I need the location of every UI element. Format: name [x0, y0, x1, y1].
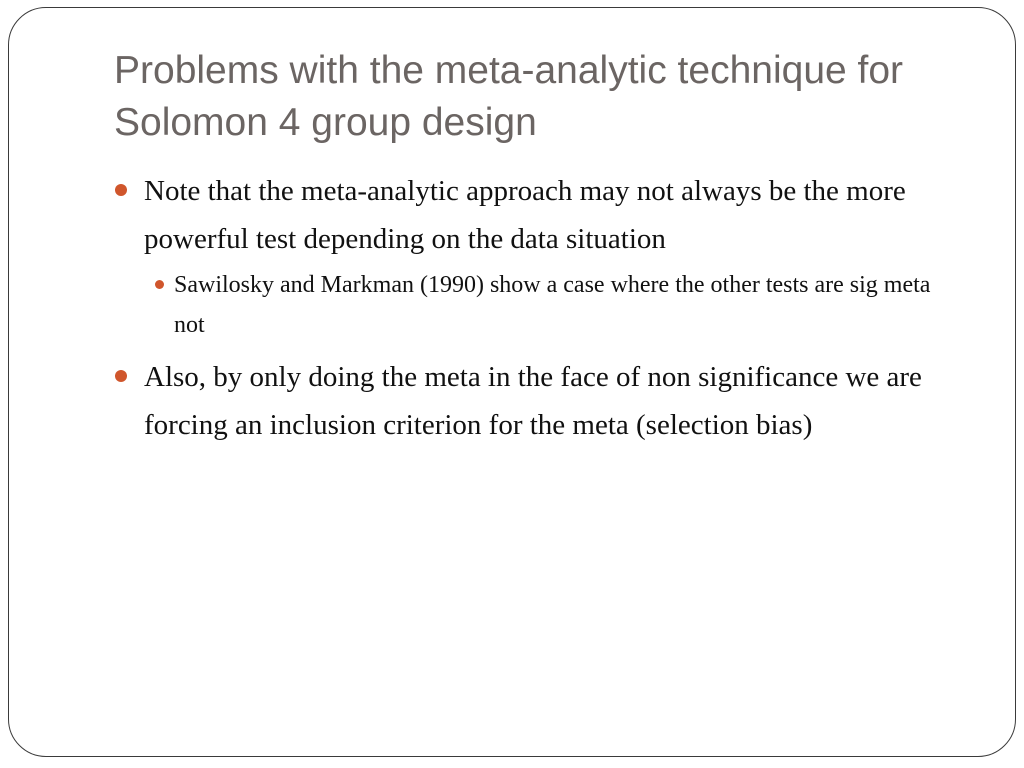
bullet-text: Also, by only doing the meta in the face of non significance we are forcing an inclusion criterion for the meta (selection bias) — [144, 361, 922, 441]
bullet-dot-icon — [115, 370, 127, 382]
bullet-item — [114, 353, 964, 449]
bullet-dot-icon — [155, 280, 164, 289]
bullet-text: Note that the meta-analytic approach may not always be the more powerful test depending on the data situation — [144, 175, 906, 255]
slide-title: Problems with the meta-analytic technique for Solomon 4 group design — [114, 49, 904, 144]
bullet-dot-icon — [115, 184, 127, 196]
bullet-item — [114, 167, 964, 263]
sub-bullet-text: Sawilosky and Markman (1990) show a case where the other tests are sig meta not — [174, 272, 931, 338]
sub-bullet-item — [114, 265, 964, 345]
bullet-list — [114, 167, 964, 449]
